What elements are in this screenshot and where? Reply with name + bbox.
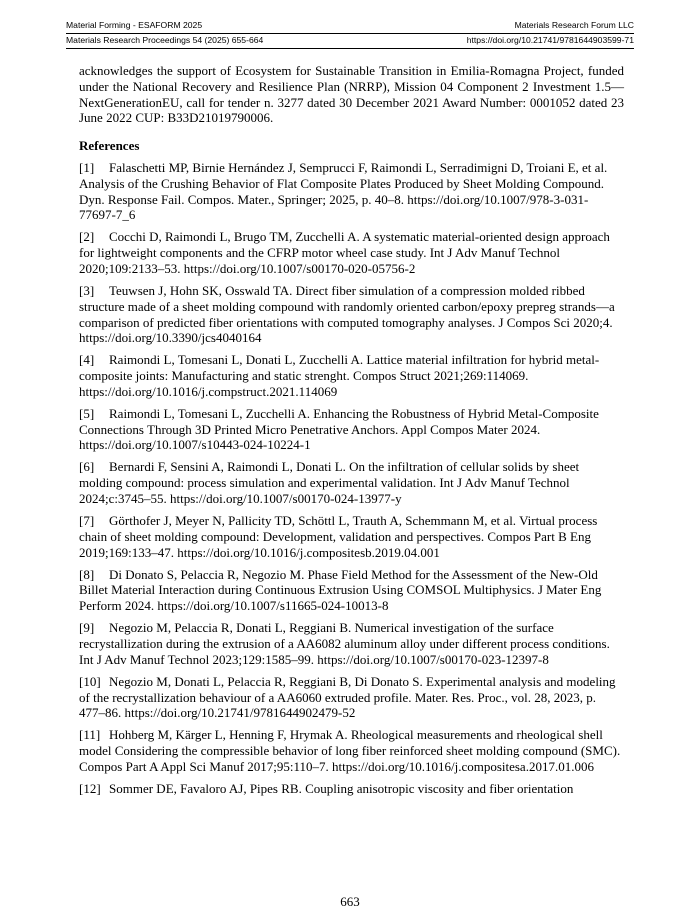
running-header-top bbox=[66, 20, 634, 31]
reference-item bbox=[79, 674, 624, 721]
reference-number: [10] bbox=[79, 673, 101, 689]
proceedings-citation: Materials Research Proceedings 54 (2025) 655-664 bbox=[66, 35, 264, 45]
reference-item bbox=[79, 567, 624, 614]
reference-number: [11] bbox=[79, 727, 101, 743]
reference-text: Sommer DE, Favaloro AJ, Pipes RB. Coupling anisotropic viscosity and fiber orientation bbox=[109, 780, 574, 796]
reference-text: Raimondi L, Tomesani L, Zucchelli A. Enhancing the Robustness of Hybrid Metal-Composite Connections Through 3D Printed Micro Penetrative Anchors. Appl Compos Mater 2024. https://doi.org/10.1007/s10443-024-10224-1 bbox=[79, 405, 599, 453]
reference-item bbox=[79, 160, 624, 223]
reference-item bbox=[79, 727, 624, 774]
reference-text: Hohberg M, Kärger L, Henning F, Hrymak A. Rheological measurements and rheological shell model Considering the compressible behavior of long fiber reinforced sheet molding compound (SMC). Compos Part A Appl Sci Manuf 2017;95:110–7. https://doi.org/10.1016/j.compositesa.2017.01.006 bbox=[79, 727, 621, 774]
reference-number: [12] bbox=[79, 780, 101, 796]
acknowledgement-paragraph: acknowledges the support of Ecosystem for Sustainable Transition in Emilia-Romagna Project, funded under the National Recovery and Resilience Plan (NRRP), Mission 04 Component 2 Investment 1.5—NextGenerationEU, call for tender n. 3277 dated 30 December 2021 Award Number: 0001052 dated 23 June 2022 CUP: B33D21019790006. bbox=[79, 63, 624, 126]
reference-text: Cocchi D, Raimondi L, Brugo TM, Zucchelli A. A systematic material-oriented design approach for lightweight components and the CFRP motor wheel case study. Int J Adv Manuf Technol 2020;109:2133–53. https://doi.org/10.1007/s00170-020-05756-2 bbox=[79, 229, 610, 276]
reference-text: Bernardi F, Sensini A, Raimondi L, Donati L. On the infiltration of cellular solids by sheet molding compound: process simulation and experimental validation. Int J Adv Manuf Technol 2024;c:3745–55. https://doi.org/10.1007/s00170-024-13977-y bbox=[79, 459, 580, 507]
reference-text: Di Donato S, Pelaccia R, Negozio M. Phase Field Method for the Assessment of the New-Old Billet Material Interaction during Continuous Extrusion Using COMSOL Multiphysics. J Mater Eng Perform 2024. https://doi.org/10.1007/s11665-024-10013-8 bbox=[79, 566, 602, 614]
reference-item bbox=[79, 352, 624, 399]
reference-number: [5] bbox=[79, 405, 95, 421]
reference-text: Raimondi L, Tomesani L, Donati L, Zucchelli A. Lattice material infiltration for hybrid metal-composite joints: Manufacturing and static strenght. Compos Struct 2021;269:114069. https://doi.org/10.1016/j.compstruct.2021.114069 bbox=[79, 352, 600, 399]
reference-text: Görthofer J, Meyer N, Pallicity TD, Schöttl L, Trauth A, Schemmann M, et al. Virtual process chain of sheet molding compound: Development, validation and perspectives. Compos Part B Eng 2019;169:133–47. https://doi.org/10.1016/j.compositesb.2019.04.001 bbox=[79, 513, 598, 560]
reference-item bbox=[79, 459, 624, 506]
references-heading: References bbox=[79, 138, 140, 154]
reference-item bbox=[79, 513, 624, 560]
page-number: 663 bbox=[340, 894, 360, 909]
reference-number: [2] bbox=[79, 229, 95, 245]
running-header-bottom bbox=[66, 35, 634, 46]
reference-number: [4] bbox=[79, 352, 95, 368]
reference-text: Teuwsen J, Hohn SK, Osswald TA. Direct fiber simulation of a compression molded ribbed structure made of a sheet molding compound with randomly oriented carbon/epoxy prepreg strands—a comparison of predicted fiber orientations with computed tomography analyses. J Compos Sci 2020;4. https://doi.org/10.3390/jcs4040164 bbox=[79, 282, 615, 346]
reference-item bbox=[79, 283, 624, 346]
reference-item bbox=[79, 620, 624, 667]
reference-list bbox=[79, 160, 624, 797]
reference-number: [6] bbox=[79, 459, 95, 475]
doi-link[interactable]: https://doi.org/10.21741/9781644903599-71 bbox=[466, 35, 634, 45]
reference-number: [9] bbox=[79, 620, 95, 636]
reference-item bbox=[79, 406, 624, 453]
reference-number: [7] bbox=[79, 513, 95, 529]
conference-name: Material Forming - ESAFORM 2025 bbox=[66, 20, 203, 30]
reference-text: Falaschetti MP, Birnie Hernández J, Semprucci F, Raimondi L, Serradimigni D, Troiani E, et al. Analysis of the Crushing Behavior of Flat Composite Plates Produced by Sheet Molding Compound. Dyn. Response Fail. Compos. Mater., Springer; 2025, p. 40–8. https://doi.org/10.1007/978-3-031-77697-7_6 bbox=[79, 159, 608, 223]
reference-item bbox=[79, 781, 624, 797]
reference-number: [8] bbox=[79, 566, 95, 582]
header-rule-bottom bbox=[66, 48, 634, 49]
header-rule-top bbox=[66, 33, 634, 34]
reference-text: Negozio M, Donati L, Pelaccia R, Reggiani B, Di Donato S. Experimental analysis and modeling of the recrystallization behaviour of a AA6060 extruded profile. Mater. Res. Proc., vol. 28, 2023, p. 477–86. https://doi.org/10.21741/9781644902479-52 bbox=[79, 673, 616, 721]
publisher-name: Materials Research Forum LLC bbox=[514, 20, 634, 30]
page-body bbox=[79, 63, 624, 803]
reference-number: [1] bbox=[79, 159, 95, 175]
reference-text: Negozio M, Pelaccia R, Donati L, Reggiani B. Numerical investigation of the surface recrystallization during the extrusion of a AA6082 aluminum alloy under different process conditions. Int J Adv Manuf Technol 2023;129:1585–99. https://doi.org/10.1007/s00170-023-12397-8 bbox=[79, 620, 610, 667]
reference-item bbox=[79, 229, 624, 276]
reference-number: [3] bbox=[79, 282, 95, 298]
